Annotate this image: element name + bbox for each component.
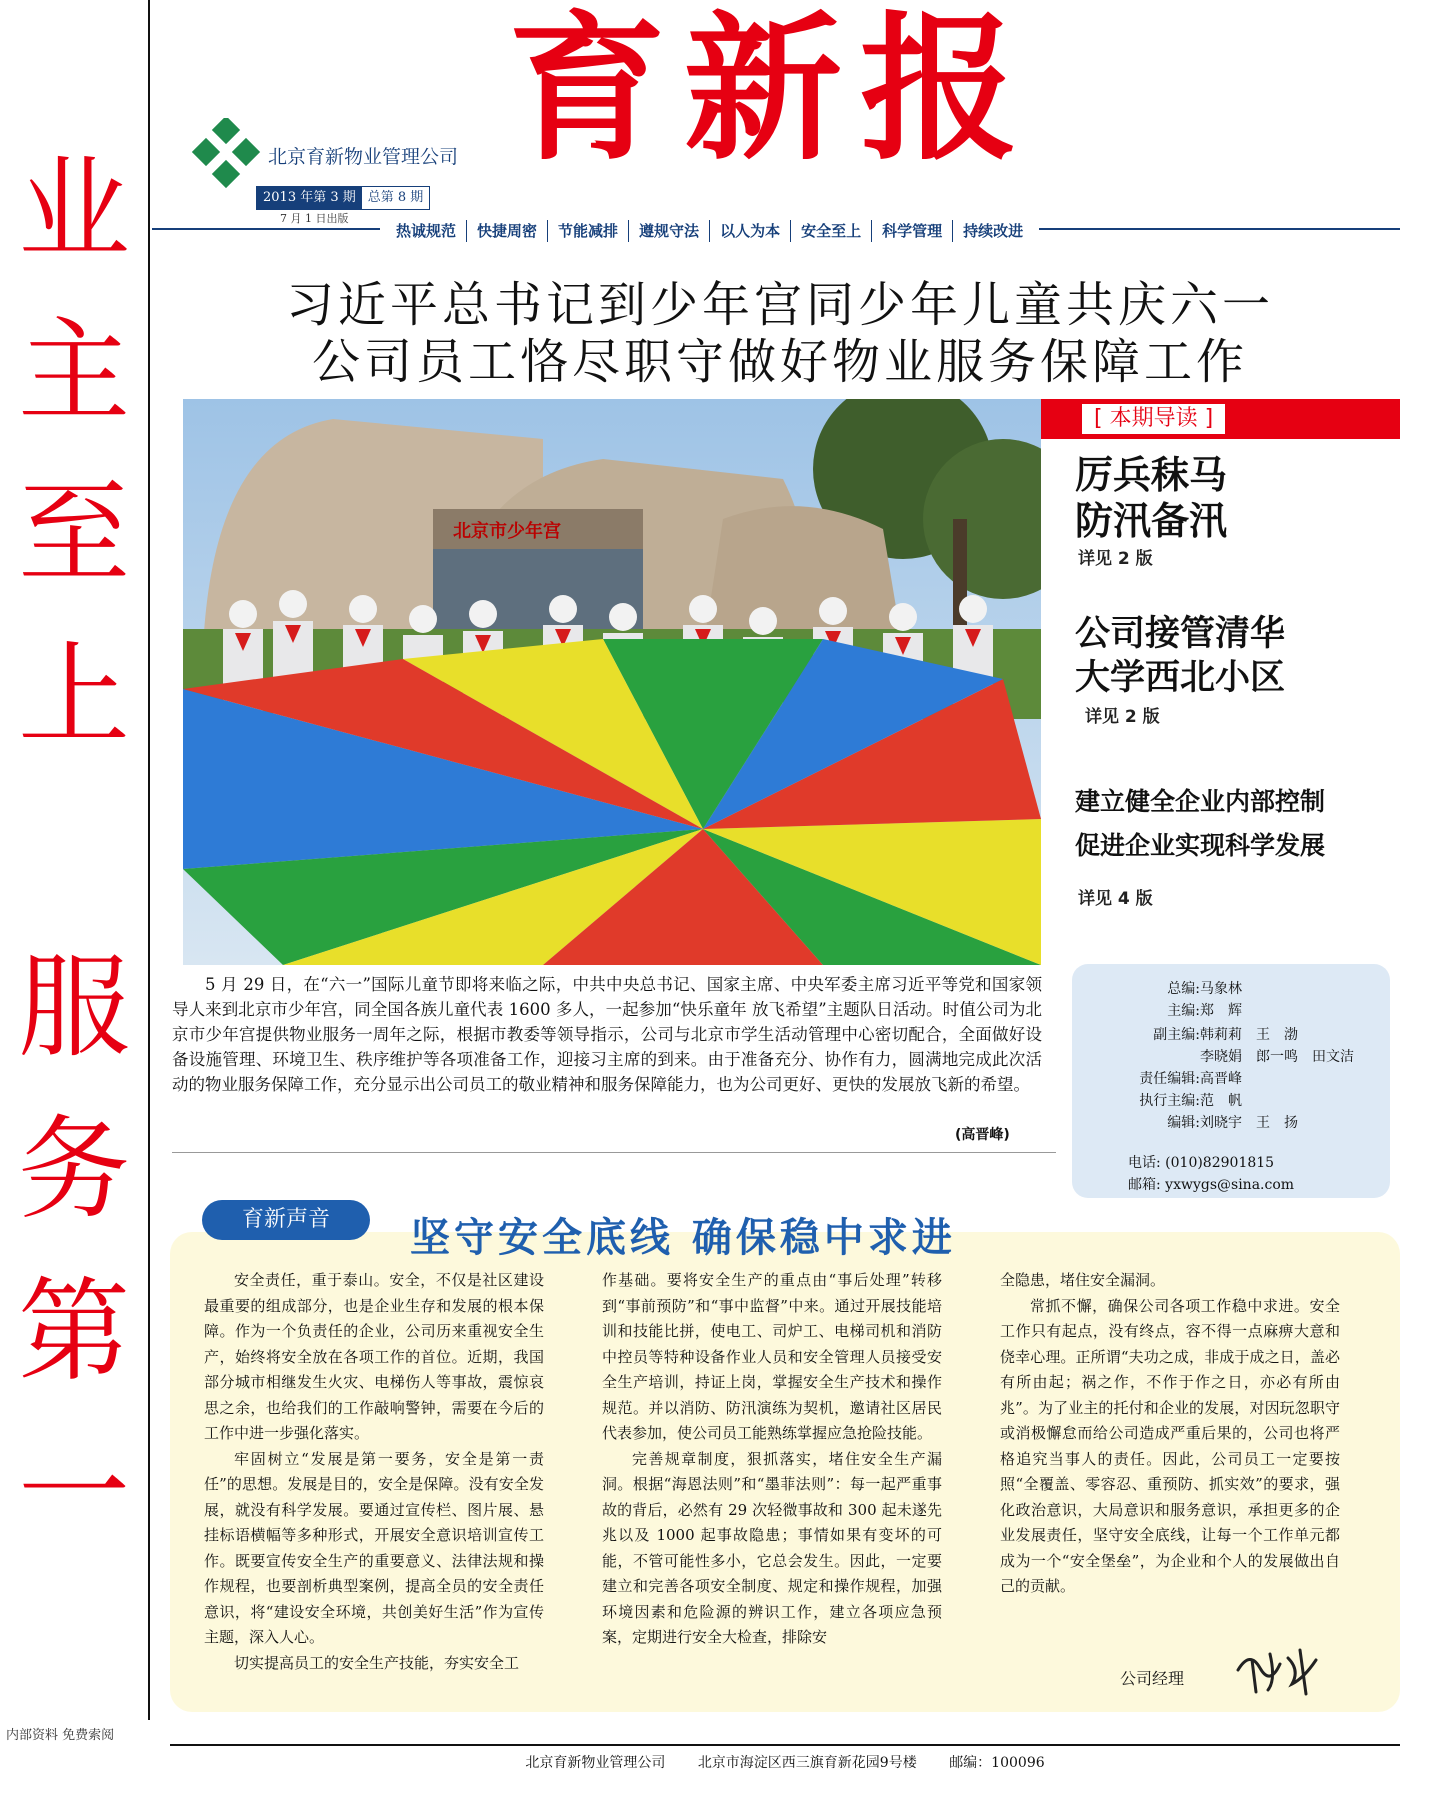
lead-article-text: 5 月 29 日，在“六一”国际儿童节即将来临之际，中共中央总书记、国家主席、中央军委主席习近平等党和国家领导人来到北京市少年宫，同全国各族儿童代表 1600 多人，一起参加“快乐童年 放飞希望”主题队日活动。时值公司为北京市少年宫提供物业服务一周年之际，根据市教委等领导指示，公司与北京市学生活动管理中心密切配合，全面做好设备设施管理、环境卫生、秩序维护等各项准备工作，迎接习主席的到来。由于准备充分、协作有力，圆满地完成此次活动的物业服务保障工作，充分显示出公司员工的敬业精神和服务保障能力，也为公司更好、更快的发展放飞新的希望。 <box>172 975 1042 1094</box>
guide-item-1-title <box>1075 452 1227 544</box>
guide-title-line: 建立健全企业内部控制 <box>1075 787 1326 816</box>
staff-role: 副主编: <box>1153 1027 1200 1043</box>
company-logo-icon <box>190 118 262 190</box>
guide-item-1-ref: 详见 2 版 <box>1078 549 1153 569</box>
internal-note: 内部资料 免费索阅 <box>6 1728 115 1743</box>
issue-total: 总第 8 期 <box>367 190 424 205</box>
footer-postcode: 邮编：100096 <box>949 1755 1045 1771</box>
signoff-label: 公司经理 <box>1120 1669 1185 1688</box>
motto-item: 科学管理 <box>872 220 953 242</box>
signature-icon <box>1230 1640 1330 1700</box>
editorial-paragraph: 切实提高员工的安全生产技能，夯实安全工 <box>234 1653 520 1672</box>
editorial-paragraph: 牢固树立“发展是第一要务，安全是第一责任”的思想。发展是目的，安全是保障。没有安全发展，就没有科学发展。要通过宣传栏、图片展、悬挂标语横幅等多种形式，开展安全意识培训宣传工作。既要宣传安全生产的重要意义、法律法规和操作规程，也要剖析典型案例，提高全员的安全责任意识，将“建设安全环境，共创美好生活”作为宣传主题，深入人心。 <box>204 1449 544 1646</box>
footer-address: 北京市海淀区西三旗育新花园9号楼 <box>697 1755 917 1771</box>
editorial-paragraph: 完善规章制度，狠抓落实，堵住安全生产漏洞。根据“海恩法则”和“墨菲法则”：每一起严重事故的背后，必然有 29 次轻微事故和 300 起未遂先兆以及 1000 起事故隐患；事情如果有变坏的可能，不管可能性多小，它总会发生。因此，一定要建立和完善各项安全制度、规定和操作规程，加强环境因素和危险源的辨识工作，建立各项应急预案，定期进行安全大检查，排除安 <box>602 1449 942 1646</box>
staff-line <box>1072 1112 1298 1132</box>
editorial-tag: 育新声音 <box>202 1200 370 1240</box>
staff-role: 责任编辑: <box>1139 1071 1200 1087</box>
editorial-paragraph: 安全责任，重于泰山。安全，不仅是社区建设最重要的组成部分，也是企业生存和发展的根本保障。作为一个负责任的企业，公司历来重视安全生产，始终将安全放在各项工作的首位。近期，我国部分城市相继发生火灾、电梯伤人等事故，震惊哀思之余，也给我们的工作敲响警钟，需要在今后的工作中进一步强化落实。 <box>204 1271 544 1442</box>
guide-item-2-ref: 详见 2 版 <box>1085 707 1160 727</box>
editorial-column-1 <box>204 1268 544 1676</box>
motto-item: 节能减排 <box>548 220 629 242</box>
motto-item: 热诚规范 <box>386 220 467 242</box>
staff-box <box>1072 964 1390 1198</box>
motto-item: 以人为本 <box>710 220 791 242</box>
staff-line <box>1072 978 1242 998</box>
headline-line-2: 公司员工恪尽职守做好物业服务保障工作 <box>311 334 1248 390</box>
motto-item: 快捷周密 <box>467 220 548 242</box>
editorial-title: 坚守安全底线 确保稳中求进 <box>410 1215 956 1261</box>
slogan-char: 务 <box>18 1105 130 1235</box>
company-name: 北京育新物业管理公司 <box>268 146 459 168</box>
vertical-slogan <box>0 0 150 1720</box>
staff-role: 编辑: <box>1167 1115 1200 1131</box>
contact-phone: 电话: (010)82901815 <box>1128 1155 1275 1171</box>
staff-names: 李晓娟 郎一鸣 田文洁 <box>1200 1049 1354 1065</box>
guide-title-line: 防汛备汛 <box>1075 499 1228 543</box>
guide-title-line: 公司接管清华 <box>1075 614 1286 654</box>
photo-sign-text: 北京市少年宫 <box>453 521 561 542</box>
guide-title-line: 促进企业实现科学发展 <box>1075 831 1326 860</box>
slogan-char: 第 <box>18 1267 130 1397</box>
slogan-char: 至 <box>18 469 130 599</box>
staff-role: 总编: <box>1167 981 1200 997</box>
guide-item-3-title <box>1075 780 1325 868</box>
slogan-char: 一 <box>18 1429 130 1559</box>
footer-rule <box>170 1744 1400 1746</box>
issue-box <box>256 186 430 210</box>
editorial-paragraph: 作基础。要将安全生产的重点由“事后处理”转移到“事前预防”和“事中监督”中来。通过开展技能培训和技能比拼，使电工、司炉工、电梯司机和消防中控员等特种设备作业人员和安全管理人员接受安全生产培训，持证上岗，掌握安全生产技术和操作规范。并以消防、防汛演练为契机，邀请社区居民代表参加，使公司员工能熟练掌握应急抢险技能。 <box>602 1271 942 1442</box>
contact-email: 邮箱: yxwygs@sina.com <box>1128 1177 1295 1193</box>
guide-item-3-ref: 详见 4 版 <box>1078 889 1153 909</box>
staff-names: 马象林 <box>1200 981 1242 997</box>
staff-line <box>1072 1046 1354 1066</box>
lead-rule <box>172 1152 1056 1153</box>
headline-line-1: 习近平总书记到少年宫同少年儿童共庆六一 <box>285 277 1274 333</box>
slogan-char: 主 <box>18 307 130 437</box>
motto-bar <box>380 220 1039 242</box>
editorial-column-3 <box>1000 1268 1340 1600</box>
motto-item: 持续改进 <box>963 222 1024 240</box>
editorial-paragraph: 全隐患，堵住安全漏洞。 <box>1000 1271 1166 1289</box>
lead-byline: (高晋峰) <box>955 1127 1010 1143</box>
guide-title-line: 大学西北小区 <box>1075 658 1286 698</box>
guide-item-2-title <box>1075 612 1285 700</box>
guide-title-line: 厉兵秣马 <box>1075 453 1228 497</box>
footer <box>170 1752 1400 1772</box>
slogan-char: 业 <box>18 145 130 275</box>
staff-line <box>1072 1024 1298 1044</box>
motto-item: 遵规守法 <box>629 220 710 242</box>
staff-names: 郑 辉 <box>1200 1003 1242 1019</box>
slogan-char: 上 <box>18 631 130 761</box>
issue-number: 2013 年第 3 期 <box>257 187 362 209</box>
issue-date: 7 月 1 日出版 <box>280 212 349 225</box>
editorial-paragraph: 常抓不懈，确保公司各项工作稳中求进。安全工作只有起点，没有终点，容不得一点麻痹大意和侥幸心理。正所谓“夫功之成，非成于成之日，盖必有所由起；祸之作，不作于作之日，亦必有所由兆”。为了业主的托付和企业的发展，对因玩忽职守或消极懈怠而给公司造成严重后果的，公司也将严格追究当事人的责任。因此，公司员工一定要按照“全覆盖、零容忍、重预防、抓实效”的要求，强化政治意识，大局意识和服务意识，承担更多的企业发展责任，坚守安全底线，让每一个工作单元都成为一个“安全堡垒”，为企业和个人的发展做出自己的贡献。 <box>1000 1296 1340 1595</box>
footer-company: 北京育新物业管理公司 <box>525 1755 666 1771</box>
editorial-column-2 <box>602 1268 942 1651</box>
staff-names: 刘晓宇 王 扬 <box>1200 1115 1298 1131</box>
masthead-title: 育新报 <box>508 0 1036 182</box>
staff-line <box>1072 1000 1242 1020</box>
staff-names: 范 帆 <box>1200 1093 1242 1109</box>
motto-item: 安全至上 <box>791 220 872 242</box>
lead-article <box>172 972 1042 1097</box>
staff-names: 韩莉莉 王 渤 <box>1200 1027 1298 1043</box>
staff-names: 高晋峰 <box>1200 1071 1242 1087</box>
slogan-char: 服 <box>18 943 130 1073</box>
staff-role: 执行主编: <box>1139 1093 1200 1109</box>
staff-line <box>1072 1068 1242 1088</box>
guide-label: [ 本期导读 ] <box>1082 404 1225 434</box>
lead-photo <box>183 399 1041 965</box>
staff-role: 主编: <box>1167 1003 1200 1019</box>
staff-line <box>1072 1090 1242 1110</box>
